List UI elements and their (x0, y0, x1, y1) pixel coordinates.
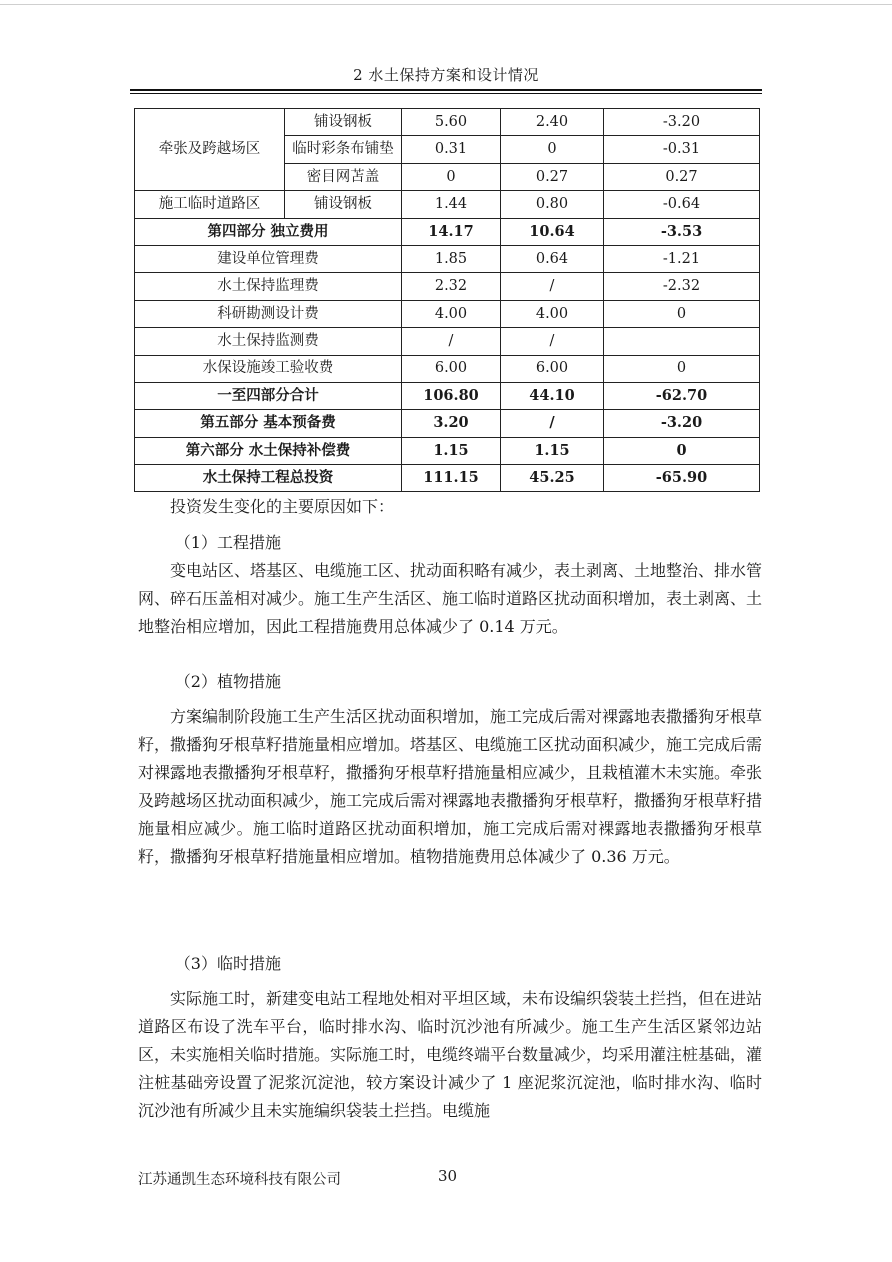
change-value-cell: 0 (604, 437, 760, 464)
actual-value-cell: 0.80 (501, 191, 604, 218)
change-value-cell: -0.31 (604, 136, 760, 163)
change-value-cell: -65.90 (604, 465, 760, 492)
measure-cell: 密目网苫盖 (285, 163, 402, 190)
table-row (135, 245, 760, 272)
actual-value-cell: 4.00 (501, 300, 604, 327)
plan-value-cell: 0 (402, 163, 501, 190)
item-cell: 建设单位管理费 (135, 245, 402, 272)
plan-value-cell: 6.00 (402, 355, 501, 382)
item-cell: 水保设施竣工验收费 (135, 355, 402, 382)
change-value-cell: -3.53 (604, 218, 760, 245)
actual-value-cell: 6.00 (501, 355, 604, 382)
change-value-cell: 0 (604, 300, 760, 327)
plan-value-cell: 0.31 (402, 136, 501, 163)
plan-value-cell: / (402, 328, 501, 355)
section-heading-vegetation: （2）植物措施 (174, 672, 281, 691)
change-value-cell: -62.70 (604, 382, 760, 409)
actual-value-cell: 45.25 (501, 465, 604, 492)
intro-paragraph: 投资发生变化的主要原因如下： (170, 497, 395, 516)
table-row (135, 328, 760, 355)
actual-value-cell: 44.10 (501, 382, 604, 409)
actual-value-cell: 0.27 (501, 163, 604, 190)
actual-value-cell: 1.15 (501, 437, 604, 464)
page-number: 30 (438, 1167, 458, 1185)
plan-value-cell: 3.20 (402, 410, 501, 437)
change-value-cell: -1.21 (604, 245, 760, 272)
table-row (135, 382, 760, 409)
change-value-cell (604, 328, 760, 355)
actual-value-cell: / (501, 410, 604, 437)
plan-value-cell: 1.44 (402, 191, 501, 218)
header-rule-thin (130, 93, 762, 94)
area-cell: 牵张及跨越场区 (135, 109, 285, 191)
item-cell: 第六部分 水土保持补偿费 (135, 437, 402, 464)
investment-comparison-table (134, 108, 760, 492)
page-header-title: 2 水土保持方案和设计情况 (353, 66, 539, 84)
plan-value-cell: 1.15 (402, 437, 501, 464)
area-cell: 施工临时道路区 (135, 191, 285, 218)
change-value-cell: -2.32 (604, 273, 760, 300)
plan-value-cell: 5.60 (402, 109, 501, 136)
plan-value-cell: 111.15 (402, 465, 501, 492)
plan-value-cell: 2.32 (402, 273, 501, 300)
paragraph-engineering-measures: 变电站区、塔基区、电缆施工区、扰动面积略有减少，表土剥离、土地整治、排水管网、碎石压盖相对减少。施工生产生活区、施工临时道路区扰动面积增加，表土剥离、土地整治相应增加，因此工程措施费用总体减少了 0.14 万元。 (138, 561, 763, 636)
item-cell: 水土保持工程总投资 (135, 465, 402, 492)
change-value-cell: -3.20 (604, 109, 760, 136)
actual-value-cell: 10.64 (501, 218, 604, 245)
change-value-cell: -3.20 (604, 410, 760, 437)
actual-value-cell: / (501, 273, 604, 300)
top-edge-line (0, 4, 892, 5)
section-heading-temporary: （3）临时措施 (174, 954, 281, 973)
change-value-cell: 0 (604, 355, 760, 382)
paragraph-temporary-measures: 实际施工时，新建变电站工程地处相对平坦区域，未布设编织袋装土拦挡，但在进站道路区布设了洗车平台，临时排水沟、临时沉沙池有所减少。施工生产生活区紧邻边站区，未实施相关临时措施。实际施工时，电缆终端平台数量减少，均采用灌注桩基础，灌注桩基础旁设置了泥浆沉淀池，较方案设计减少了 1 座泥浆沉淀池，临时排水沟、临时沉沙池有所减少且未实施编织袋装土拦挡。电缆施 (138, 989, 763, 1120)
table-row (135, 273, 760, 300)
table-row (135, 300, 760, 327)
item-cell: 水土保持监理费 (135, 273, 402, 300)
table-row (135, 465, 760, 492)
change-value-cell: 0.27 (604, 163, 760, 190)
actual-value-cell: / (501, 328, 604, 355)
plan-value-cell: 14.17 (402, 218, 501, 245)
table-row (135, 218, 760, 245)
table-row (135, 437, 760, 464)
plan-value-cell: 106.80 (402, 382, 501, 409)
footer-company: 江苏通凯生态环境科技有限公司 (138, 1172, 341, 1188)
item-cell: 第四部分 独立费用 (135, 218, 402, 245)
table-row (135, 410, 760, 437)
item-cell: 一至四部分合计 (135, 382, 402, 409)
actual-value-cell: 0 (501, 136, 604, 163)
actual-value-cell: 2.40 (501, 109, 604, 136)
item-cell: 第五部分 基本预备费 (135, 410, 402, 437)
actual-value-cell: 0.64 (501, 245, 604, 272)
plan-value-cell: 1.85 (402, 245, 501, 272)
table-row (135, 191, 760, 218)
table-row (135, 109, 760, 136)
section-heading-engineering: （1）工程措施 (174, 533, 281, 552)
paragraph-vegetation-measures: 方案编制阶段施工生产生活区扰动面积增加，施工完成后需对裸露地表撒播狗牙根草籽，撒播狗牙根草籽措施量相应增加。塔基区、电缆施工区扰动面积减少，施工完成后需对裸露地表撒播狗牙根草籽，撒播狗牙根草籽措施量相应减少，且栽植灌木未实施。牵张及跨越场区扰动面积减少，施工完成后需对裸露地表撒播狗牙根草籽，撒播狗牙根草籽措施量相应减少。施工临时道路区扰动面积增加，施工完成后需对裸露地表撒播狗牙根草籽，撒播狗牙根草籽措施量相应增加。植物措施费用总体减少了 0.36 万元。 (138, 707, 763, 866)
header-rule (130, 89, 762, 91)
item-cell: 科研勘测设计费 (135, 300, 402, 327)
measure-cell: 临时彩条布铺垫 (285, 136, 402, 163)
measure-cell: 铺设钢板 (285, 109, 402, 136)
item-cell: 水土保持监测费 (135, 328, 402, 355)
table-row (135, 355, 760, 382)
measure-cell: 铺设钢板 (285, 191, 402, 218)
change-value-cell: -0.64 (604, 191, 760, 218)
plan-value-cell: 4.00 (402, 300, 501, 327)
